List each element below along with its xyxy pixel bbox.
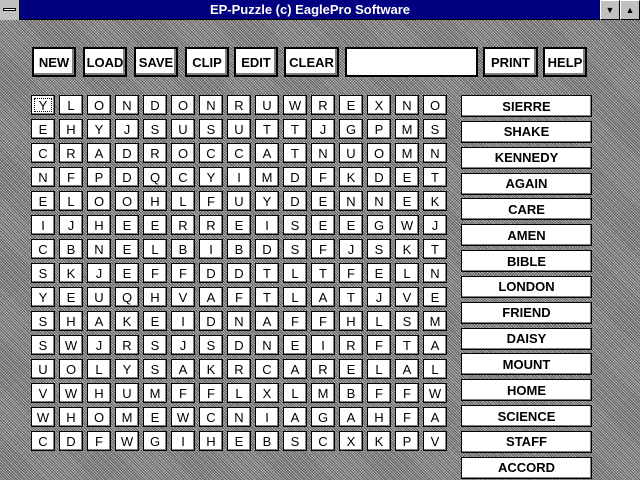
- grid-cell[interactable]: Y: [255, 191, 279, 211]
- grid-cell[interactable]: O: [423, 95, 447, 115]
- grid-cell[interactable]: E: [283, 335, 307, 355]
- grid-cell[interactable]: E: [115, 263, 139, 283]
- grid-cell[interactable]: M: [395, 119, 419, 139]
- grid-cell[interactable]: U: [115, 383, 139, 403]
- grid-cell[interactable]: Y: [87, 119, 111, 139]
- grid-cell[interactable]: B: [171, 239, 195, 259]
- grid-cell[interactable]: R: [171, 215, 195, 235]
- grid-cell[interactable]: U: [171, 119, 195, 139]
- grid-cell[interactable]: T: [255, 119, 279, 139]
- grid-cell[interactable]: C: [171, 167, 195, 187]
- grid-cell[interactable]: H: [367, 407, 391, 427]
- grid-cell[interactable]: B: [255, 431, 279, 451]
- grid-cell[interactable]: T: [255, 287, 279, 307]
- word-list-item[interactable]: SCIENCE: [461, 405, 592, 427]
- grid-cell[interactable]: T: [395, 335, 419, 355]
- grid-cell[interactable]: E: [115, 215, 139, 235]
- grid-cell[interactable]: Y: [115, 359, 139, 379]
- grid-cell[interactable]: C: [31, 239, 55, 259]
- grid-cell[interactable]: L: [59, 95, 83, 115]
- grid-cell[interactable]: N: [87, 239, 111, 259]
- grid-cell[interactable]: O: [87, 407, 111, 427]
- grid-cell[interactable]: T: [339, 287, 363, 307]
- grid-cell[interactable]: W: [283, 95, 307, 115]
- word-list-item[interactable]: BIBLE: [461, 250, 592, 272]
- grid-cell[interactable]: K: [367, 431, 391, 451]
- grid-cell[interactable]: A: [199, 287, 223, 307]
- grid-cell[interactable]: F: [283, 311, 307, 331]
- grid-cell[interactable]: Y: [31, 95, 55, 115]
- grid-cell[interactable]: J: [87, 263, 111, 283]
- grid-cell[interactable]: J: [423, 215, 447, 235]
- grid-cell[interactable]: R: [59, 143, 83, 163]
- grid-cell[interactable]: F: [171, 383, 195, 403]
- grid-cell[interactable]: T: [283, 119, 307, 139]
- grid-cell[interactable]: G: [311, 407, 335, 427]
- grid-cell[interactable]: E: [115, 239, 139, 259]
- grid-cell[interactable]: H: [87, 383, 111, 403]
- grid-cell[interactable]: T: [283, 143, 307, 163]
- grid-cell[interactable]: L: [395, 263, 419, 283]
- grid-cell[interactable]: L: [59, 191, 83, 211]
- grid-cell[interactable]: I: [31, 215, 55, 235]
- grid-cell[interactable]: U: [31, 359, 55, 379]
- help-button[interactable]: HELP: [543, 47, 587, 77]
- grid-cell[interactable]: D: [59, 431, 83, 451]
- grid-cell[interactable]: D: [283, 167, 307, 187]
- grid-cell[interactable]: I: [171, 431, 195, 451]
- grid-cell[interactable]: L: [87, 359, 111, 379]
- grid-cell[interactable]: O: [115, 191, 139, 211]
- grid-cell[interactable]: F: [199, 191, 223, 211]
- grid-cell[interactable]: I: [255, 215, 279, 235]
- grid-cell[interactable]: E: [143, 407, 167, 427]
- grid-cell[interactable]: E: [339, 215, 363, 235]
- grid-cell[interactable]: F: [339, 263, 363, 283]
- grid-cell[interactable]: V: [395, 287, 419, 307]
- grid-cell[interactable]: C: [199, 143, 223, 163]
- grid-cell[interactable]: V: [423, 431, 447, 451]
- grid-cell[interactable]: A: [423, 335, 447, 355]
- grid-cell[interactable]: S: [283, 431, 307, 451]
- grid-cell[interactable]: C: [227, 143, 251, 163]
- grid-cell[interactable]: T: [423, 167, 447, 187]
- grid-cell[interactable]: U: [339, 143, 363, 163]
- grid-cell[interactable]: E: [311, 191, 335, 211]
- grid-cell[interactable]: W: [59, 335, 83, 355]
- word-list-item[interactable]: FRIEND: [461, 302, 592, 324]
- word-list-item[interactable]: MOUNT: [461, 353, 592, 375]
- title-bar[interactable]: [0, 0, 640, 20]
- grid-cell[interactable]: W: [59, 383, 83, 403]
- grid-cell[interactable]: E: [31, 119, 55, 139]
- grid-cell[interactable]: S: [199, 335, 223, 355]
- grid-cell[interactable]: M: [255, 167, 279, 187]
- grid-cell[interactable]: H: [143, 287, 167, 307]
- grid-cell[interactable]: O: [367, 143, 391, 163]
- grid-cell[interactable]: J: [115, 119, 139, 139]
- grid-cell[interactable]: R: [227, 359, 251, 379]
- grid-cell[interactable]: J: [87, 335, 111, 355]
- grid-cell[interactable]: D: [199, 263, 223, 283]
- grid-cell[interactable]: R: [143, 143, 167, 163]
- grid-cell[interactable]: S: [143, 119, 167, 139]
- word-list-item[interactable]: KENNEDY: [461, 147, 592, 169]
- grid-cell[interactable]: F: [311, 167, 335, 187]
- grid-cell[interactable]: S: [199, 119, 223, 139]
- grid-cell[interactable]: H: [59, 407, 83, 427]
- grid-cell[interactable]: S: [283, 215, 307, 235]
- grid-cell[interactable]: B: [339, 383, 363, 403]
- grid-cell[interactable]: Y: [199, 167, 223, 187]
- grid-cell[interactable]: F: [367, 383, 391, 403]
- system-menu-button[interactable]: [0, 0, 20, 20]
- grid-cell[interactable]: L: [367, 359, 391, 379]
- grid-cell[interactable]: N: [339, 191, 363, 211]
- grid-cell[interactable]: N: [227, 407, 251, 427]
- grid-cell[interactable]: E: [31, 191, 55, 211]
- grid-cell[interactable]: L: [171, 191, 195, 211]
- grid-cell[interactable]: J: [339, 239, 363, 259]
- grid-cell[interactable]: I: [199, 239, 223, 259]
- maximize-button[interactable]: [620, 0, 640, 20]
- grid-cell[interactable]: F: [311, 311, 335, 331]
- grid-cell[interactable]: P: [87, 167, 111, 187]
- window-title: EP-Puzzle (c) EaglePro Software: [209, 2, 411, 17]
- maximize-icon: ▲: [625, 5, 635, 15]
- grid-cell[interactable]: D: [227, 263, 251, 283]
- word-list-item[interactable]: ACCORD: [461, 457, 592, 479]
- grid-cell[interactable]: L: [367, 311, 391, 331]
- grid-cell[interactable]: L: [283, 263, 307, 283]
- grid-cell[interactable]: U: [255, 95, 279, 115]
- word-list-item[interactable]: STAFF: [461, 431, 592, 453]
- grid-cell[interactable]: M: [423, 311, 447, 331]
- grid-cell[interactable]: B: [227, 239, 251, 259]
- system-menu-icon: [3, 8, 16, 11]
- grid-cell[interactable]: O: [87, 95, 111, 115]
- grid-cell[interactable]: H: [339, 311, 363, 331]
- grid-cell[interactable]: T: [255, 263, 279, 283]
- print-button[interactable]: PRINT: [483, 47, 538, 77]
- grid-cell[interactable]: C: [255, 359, 279, 379]
- grid-cell[interactable]: D: [115, 167, 139, 187]
- grid-cell[interactable]: I: [255, 407, 279, 427]
- grid-cell[interactable]: U: [87, 287, 111, 307]
- grid-cell[interactable]: O: [87, 191, 111, 211]
- grid-cell[interactable]: O: [171, 143, 195, 163]
- grid-cell[interactable]: A: [255, 143, 279, 163]
- grid-cell[interactable]: M: [311, 383, 335, 403]
- grid-cell[interactable]: R: [227, 95, 251, 115]
- new-button[interactable]: NEW: [32, 47, 76, 77]
- grid-cell[interactable]: A: [311, 287, 335, 307]
- grid-cell[interactable]: H: [59, 311, 83, 331]
- grid-cell[interactable]: X: [255, 383, 279, 403]
- grid-cell[interactable]: F: [395, 383, 419, 403]
- grid-cell[interactable]: E: [59, 287, 83, 307]
- grid-cell[interactable]: N: [367, 191, 391, 211]
- grid-cell[interactable]: E: [339, 359, 363, 379]
- grid-cell[interactable]: E: [227, 431, 251, 451]
- grid-cell[interactable]: D: [283, 191, 307, 211]
- grid-cell[interactable]: F: [59, 167, 83, 187]
- edit-button[interactable]: EDIT: [234, 47, 278, 77]
- grid-cell[interactable]: D: [255, 239, 279, 259]
- grid-cell[interactable]: E: [367, 263, 391, 283]
- grid-cell[interactable]: E: [423, 287, 447, 307]
- grid-cell[interactable]: E: [311, 215, 335, 235]
- grid-cell[interactable]: G: [339, 119, 363, 139]
- grid-cell[interactable]: F: [199, 383, 223, 403]
- word-list-item[interactable]: SIERRE: [461, 95, 592, 117]
- grid-cell[interactable]: S: [31, 263, 55, 283]
- grid-cell[interactable]: K: [115, 311, 139, 331]
- grid-cell[interactable]: C: [199, 407, 223, 427]
- grid-cell[interactable]: V: [31, 383, 55, 403]
- grid-cell[interactable]: M: [143, 383, 167, 403]
- grid-cell[interactable]: K: [199, 359, 223, 379]
- word-list-item[interactable]: AMEN: [461, 224, 592, 246]
- grid-cell[interactable]: G: [143, 431, 167, 451]
- word-list-item[interactable]: SHAKE: [461, 121, 592, 143]
- grid-cell[interactable]: I: [227, 167, 251, 187]
- client-area: [0, 20, 640, 480]
- grid-cell[interactable]: W: [115, 431, 139, 451]
- grid-cell[interactable]: R: [115, 335, 139, 355]
- load-button[interactable]: LOAD: [83, 47, 127, 77]
- grid-cell[interactable]: N: [423, 263, 447, 283]
- grid-cell[interactable]: C: [31, 431, 55, 451]
- grid-cell[interactable]: U: [227, 191, 251, 211]
- grid-cell[interactable]: E: [143, 311, 167, 331]
- grid-cell[interactable]: H: [87, 215, 111, 235]
- grid-cell[interactable]: D: [115, 143, 139, 163]
- word-list-item[interactable]: CARE: [461, 198, 592, 220]
- grid-cell[interactable]: E: [227, 215, 251, 235]
- grid-cell[interactable]: E: [143, 215, 167, 235]
- grid-cell[interactable]: L: [227, 383, 251, 403]
- grid-cell[interactable]: R: [339, 335, 363, 355]
- word-list-item[interactable]: AGAIN: [461, 173, 592, 195]
- grid-cell[interactable]: J: [311, 119, 335, 139]
- grid-cell[interactable]: S: [283, 239, 307, 259]
- grid-cell[interactable]: E: [339, 95, 363, 115]
- grid-cell[interactable]: C: [31, 143, 55, 163]
- word-list-item[interactable]: DAISY: [461, 328, 592, 350]
- grid-cell[interactable]: H: [143, 191, 167, 211]
- grid-cell[interactable]: W: [31, 407, 55, 427]
- grid-cell[interactable]: Q: [115, 287, 139, 307]
- grid-cell[interactable]: D: [227, 335, 251, 355]
- grid-cell[interactable]: Q: [143, 167, 167, 187]
- grid-cell[interactable]: D: [367, 167, 391, 187]
- grid-cell[interactable]: M: [115, 407, 139, 427]
- grid-cell[interactable]: S: [31, 311, 55, 331]
- grid-cell[interactable]: F: [311, 239, 335, 259]
- grid-cell[interactable]: U: [227, 119, 251, 139]
- letter-grid: [31, 95, 451, 479]
- grid-cell[interactable]: A: [339, 407, 363, 427]
- grid-cell[interactable]: A: [423, 407, 447, 427]
- grid-cell[interactable]: N: [31, 167, 55, 187]
- grid-cell[interactable]: C: [311, 431, 335, 451]
- grid-cell[interactable]: X: [339, 431, 363, 451]
- grid-cell[interactable]: L: [423, 359, 447, 379]
- grid-cell[interactable]: V: [171, 287, 195, 307]
- grid-cell[interactable]: N: [311, 143, 335, 163]
- grid-cell[interactable]: S: [143, 335, 167, 355]
- grid-cell[interactable]: L: [283, 287, 307, 307]
- grid-cell[interactable]: H: [199, 431, 223, 451]
- grid-cell[interactable]: F: [171, 263, 195, 283]
- grid-cell[interactable]: W: [395, 215, 419, 235]
- grid-cell[interactable]: L: [143, 239, 167, 259]
- word-list-item[interactable]: HOME: [461, 379, 592, 401]
- grid-cell[interactable]: K: [59, 263, 83, 283]
- grid-cell[interactable]: A: [395, 359, 419, 379]
- grid-cell[interactable]: P: [395, 431, 419, 451]
- grid-cell[interactable]: X: [367, 95, 391, 115]
- grid-cell[interactable]: J: [171, 335, 195, 355]
- puzzle-text-input[interactable]: [345, 47, 478, 77]
- save-button[interactable]: SAVE: [134, 47, 178, 77]
- grid-cell[interactable]: J: [59, 215, 83, 235]
- grid-cell[interactable]: I: [171, 311, 195, 331]
- grid-cell[interactable]: G: [367, 215, 391, 235]
- grid-cell[interactable]: R: [311, 359, 335, 379]
- grid-cell[interactable]: W: [423, 383, 447, 403]
- grid-cell[interactable]: S: [143, 359, 167, 379]
- grid-cell[interactable]: A: [255, 311, 279, 331]
- clip-button[interactable]: CLIP: [185, 47, 229, 77]
- grid-cell[interactable]: L: [283, 383, 307, 403]
- grid-cell[interactable]: K: [339, 167, 363, 187]
- grid-cell[interactable]: F: [395, 407, 419, 427]
- grid-cell[interactable]: S: [423, 119, 447, 139]
- grid-cell[interactable]: S: [395, 311, 419, 331]
- grid-cell[interactable]: Y: [31, 287, 55, 307]
- grid-cell[interactable]: A: [87, 143, 111, 163]
- grid-cell[interactable]: N: [395, 95, 419, 115]
- grid-cell[interactable]: F: [87, 431, 111, 451]
- grid-cell[interactable]: O: [171, 95, 195, 115]
- grid-cell[interactable]: H: [59, 119, 83, 139]
- grid-cell[interactable]: A: [87, 311, 111, 331]
- grid-cell[interactable]: E: [395, 191, 419, 211]
- grid-cell[interactable]: S: [31, 335, 55, 355]
- grid-cell[interactable]: R: [311, 95, 335, 115]
- grid-cell[interactable]: M: [395, 143, 419, 163]
- minimize-icon: ▼: [605, 5, 615, 15]
- grid-cell[interactable]: I: [311, 335, 335, 355]
- grid-cell[interactable]: R: [199, 215, 223, 235]
- grid-cell[interactable]: D: [143, 95, 167, 115]
- grid-cell[interactable]: A: [283, 359, 307, 379]
- grid-cell[interactable]: S: [367, 239, 391, 259]
- grid-cell[interactable]: F: [143, 263, 167, 283]
- clear-button[interactable]: CLEAR: [284, 47, 339, 77]
- grid-cell[interactable]: N: [423, 143, 447, 163]
- minimize-button[interactable]: [600, 0, 620, 20]
- grid-cell[interactable]: N: [227, 311, 251, 331]
- grid-cell[interactable]: F: [227, 287, 251, 307]
- grid-cell[interactable]: A: [171, 359, 195, 379]
- grid-cell[interactable]: P: [367, 119, 391, 139]
- grid-cell[interactable]: J: [367, 287, 391, 307]
- grid-cell[interactable]: N: [199, 95, 223, 115]
- grid-cell[interactable]: W: [171, 407, 195, 427]
- grid-cell[interactable]: K: [423, 191, 447, 211]
- grid-cell[interactable]: B: [59, 239, 83, 259]
- grid-cell[interactable]: A: [283, 407, 307, 427]
- grid-cell[interactable]: O: [59, 359, 83, 379]
- word-list-item[interactable]: LONDON: [461, 276, 592, 298]
- grid-cell[interactable]: F: [367, 335, 391, 355]
- grid-cell[interactable]: N: [115, 95, 139, 115]
- word-list: [461, 95, 592, 479]
- grid-cell[interactable]: T: [423, 239, 447, 259]
- grid-cell[interactable]: T: [311, 263, 335, 283]
- grid-cell[interactable]: D: [199, 311, 223, 331]
- grid-cell[interactable]: N: [255, 335, 279, 355]
- grid-cell[interactable]: E: [395, 167, 419, 187]
- grid-cell[interactable]: K: [395, 239, 419, 259]
